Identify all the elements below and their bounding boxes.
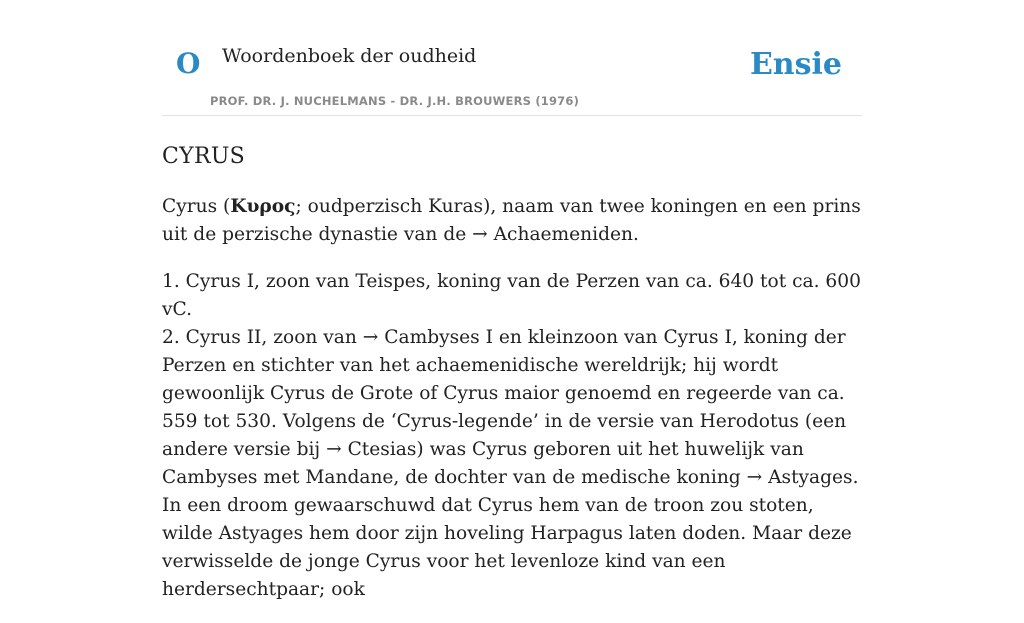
intro-text-start: Cyrus (	[162, 196, 231, 217]
item-2-text-d: . In een droom gewaarschuwd dat Cyrus hem van de troon zou stoten, wilde Astyages hem door zijn hoveling Harpagus laten doden. Maar deze verwisselde de jonge Cyrus voor het levenloze kind van een herdersechtpaar; ook	[162, 467, 859, 600]
item-2-text-c: ) was Cyrus geboren uit het huwelijk van Cambyses met Mandane, de dochter van de medische koning	[162, 439, 804, 488]
book-authors: PROF. DR. J. NUCHELMANS - DR. J.H. BROUWERS (1976)	[210, 94, 580, 108]
item-2-text-b: en kleinzoon van Cyrus I, koning der Perzen en stichter van het achaemenidische wereldrijk; hij wordt gewoonlijk Cyrus de Grote of Cyrus maior genoemd en regeerde van ca. 559 tot 530. Volgens de ‘Cyrus-legende’ in de versie van Herodotus (een andere versie bij	[162, 327, 847, 460]
xref-achaemeniden-link[interactable]: → Achaemeniden	[472, 224, 633, 245]
xref-ctesias-link[interactable]: → Ctesias	[326, 439, 417, 460]
item-2-text-a: 2. Cyrus II, zoon van	[162, 327, 363, 348]
intro-text-mid: ; oudperzisch Kuras), naam van twee koningen en een prins uit de perzische dynastie van de	[162, 196, 861, 245]
xref-cambyses-link[interactable]: → Cambyses I	[362, 327, 493, 348]
page	[162, 0, 862, 623]
xref-astyages-link[interactable]: → Astyages	[746, 467, 853, 488]
book-logo-icon[interactable]: O	[176, 47, 201, 80]
ensie-logo[interactable]: Ensie	[749, 47, 842, 82]
header	[162, 0, 862, 116]
entry-intro	[162, 193, 862, 249]
greek-name: Κυρος	[230, 196, 296, 217]
entry-items	[162, 268, 862, 604]
book-title-link[interactable]: Woordenboek der oudheid	[222, 45, 477, 67]
intro-text-end: .	[632, 224, 639, 245]
item-1: 1. Cyrus I, zoon van Teispes, koning van de Perzen van ca. 640 tot ca. 600 vC.	[162, 271, 861, 320]
entry-body	[162, 193, 862, 604]
entry-title: CYRUS	[162, 144, 246, 169]
